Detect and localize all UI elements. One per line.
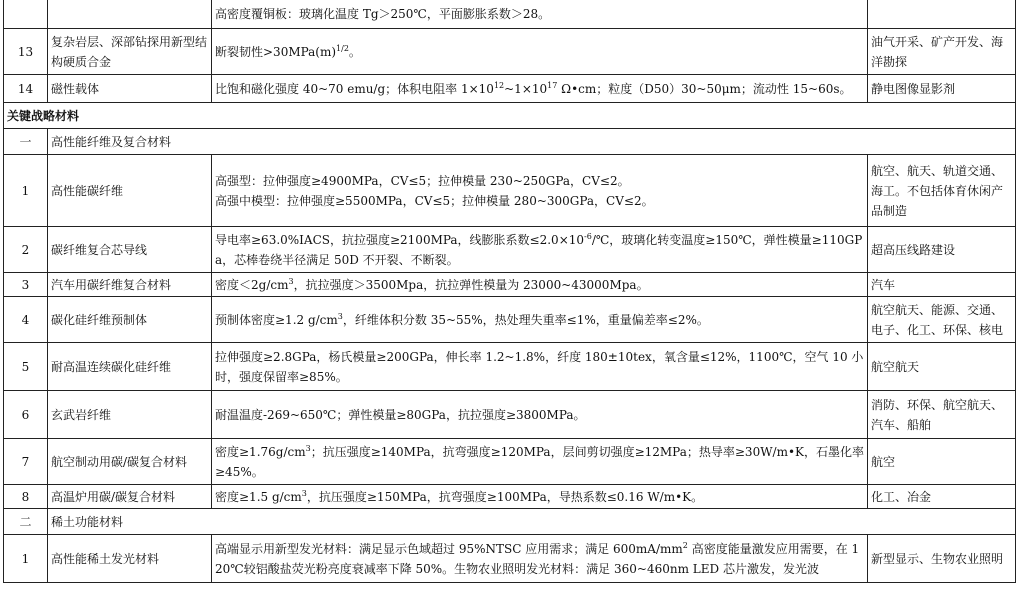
material-name: 航空制动用碳/碳复合材料: [48, 439, 212, 485]
table-row: [4, 343, 1016, 391]
material-spec: 耐温温度-269~650℃；弹性模量≥80GPa，抗拉强度≥3800MPa。: [212, 391, 868, 439]
spec-line: 高强中模型：拉伸强度≥5500MPa，CV≤5；拉伸模量 280~300GPa，CV≤2。: [215, 193, 654, 208]
table-row: [4, 155, 1016, 227]
material-spec: [212, 155, 868, 227]
material-application: 航空: [868, 439, 1016, 485]
material-spec: 密度$\ge 1.76g/cm^3$；抗压强度≥140MPa，抗弯强度≥120MPa，层间剪切强度≥12MPa；热导率≥30W/m•K，石墨化率≥45%。: [212, 439, 868, 485]
row-number: 6: [4, 391, 48, 439]
material-name: 碳化硅纤维预制体: [48, 297, 212, 343]
table-row: [4, 391, 1016, 439]
row-number: 4: [4, 297, 48, 343]
subsection-title: 高性能纤维及复合材料: [48, 129, 1016, 155]
material-name: 碳纤维复合芯导线: [48, 227, 212, 273]
materials-table: [3, 0, 1016, 583]
material-application: 化工、冶金: [868, 485, 1016, 509]
material-spec: 导电率≥63.0%IACS，抗拉强度≥2100MPa，线膨胀系数$\le 2.0\times 10^{-6}/℃$，玻璃化转变温度≥150℃，弹性模量≥110GPa，芯棒卷绕半径满足 50D 不开裂、不断裂。: [212, 227, 868, 273]
row-number: 5: [4, 343, 48, 391]
table-row: [4, 273, 1016, 297]
subsection-row: [4, 129, 1016, 155]
material-application: 消防、环保、航空航天、汽车、船舶: [868, 391, 1016, 439]
material-application: 超高压线路建设: [868, 227, 1016, 273]
material-name: 高性能碳纤维: [48, 155, 212, 227]
material-name: 耐高温连续碳化硅纤维: [48, 343, 212, 391]
subsection-title: 稀土功能材料: [48, 509, 1016, 535]
row-number: 8: [4, 485, 48, 509]
material-application: [868, 0, 1016, 29]
material-name: 磁性载体: [48, 75, 212, 103]
row-number: 2: [4, 227, 48, 273]
material-spec: 高密度覆铜板：玻璃化温度 Tg＞250℃，平面膨胀系数＞28。: [212, 0, 868, 29]
material-application: 航空航天: [868, 343, 1016, 391]
row-number: 14: [4, 75, 48, 103]
material-spec: 高端显示用新型发光材料：满足显示色域超过 95%NTSC 应用需求；满足 $600mA/mm^2$ 高密度能量激发应用需要，在 120℃较铝酸盐荧光粉亮度衰减率下降 50%。生物农业照明发光材料：满足 360~460nm LED 芯片激发，发光波: [212, 535, 868, 583]
material-spec: 断裂韧性$>30MPa(m)^{1/2}$。: [212, 29, 868, 75]
table-row: [4, 485, 1016, 509]
subsection-number: 一: [4, 129, 48, 155]
material-spec: 密度≥1.5 $g/cm^3$，抗压强度≥150MPa，抗弯强度≥100MPa，导热系数≤0.16 W/m•K。: [212, 485, 868, 509]
material-application: 航空航天、能源、交通、电子、化工、环保、核电: [868, 297, 1016, 343]
material-spec: 预制体密度≥1.2 $g/cm^3$，纤维体积分数 35~55%，热处理失重率≤1%，重量偏差率≤2%。: [212, 297, 868, 343]
section-heading: 关键战略材料: [4, 103, 1016, 129]
section-row: [4, 103, 1016, 129]
table-row: [4, 297, 1016, 343]
material-name: [48, 0, 212, 29]
row-number: 13: [4, 29, 48, 75]
table-row: [4, 29, 1016, 75]
table-row: [4, 227, 1016, 273]
table-row: [4, 0, 1016, 29]
material-application: 油气开采、矿产开发、海洋勘探: [868, 29, 1016, 75]
material-application: 新型显示、生物农业照明: [868, 535, 1016, 583]
material-name: 高温炉用碳/碳复合材料: [48, 485, 212, 509]
material-spec: 比饱和磁化强度 40~70 emu/g；体积电阻率 $1\times 10^{12}\sim 1\times 10^{17}$ Ω•cm；粒度（D50）30~50μm；流动性 15~60s。: [212, 75, 868, 103]
material-name: 汽车用碳纤维复合材料: [48, 273, 212, 297]
table-row: [4, 439, 1016, 485]
row-number: 3: [4, 273, 48, 297]
material-application: 汽车: [868, 273, 1016, 297]
subsection-row: [4, 509, 1016, 535]
material-spec: 密度$<2g/cm^3$，抗拉强度＞3500Mpa，抗拉弹性模量为 23000~43000Mpa。: [212, 273, 868, 297]
row-number: 7: [4, 439, 48, 485]
table-row: [4, 535, 1016, 583]
table-row: [4, 75, 1016, 103]
row-number: 1: [4, 155, 48, 227]
material-spec: 拉伸强度≥2.8GPa，杨氏模量≥200GPa，伸长率 1.2~1.8%，纤度 180±10tex，氧含量≤12%，1100℃，空气 10 小时，强度保留率≥85%。: [212, 343, 868, 391]
material-application: 航空、航天、轨道交通、海工。不包括体育休闲产品制造: [868, 155, 1016, 227]
subsection-number: 二: [4, 509, 48, 535]
material-name: 复杂岩层、深部钻探用新型结构硬质合金: [48, 29, 212, 75]
row-number: [4, 0, 48, 29]
row-number: 1: [4, 535, 48, 583]
material-application: 静电图像显影剂: [868, 75, 1016, 103]
material-name: 高性能稀土发光材料: [48, 535, 212, 583]
material-name: 玄武岩纤维: [48, 391, 212, 439]
spec-line: 高强型：拉伸强度≥4900MPa，CV≤5；拉伸模量 230~250GPa，CV≤2。: [215, 173, 630, 188]
